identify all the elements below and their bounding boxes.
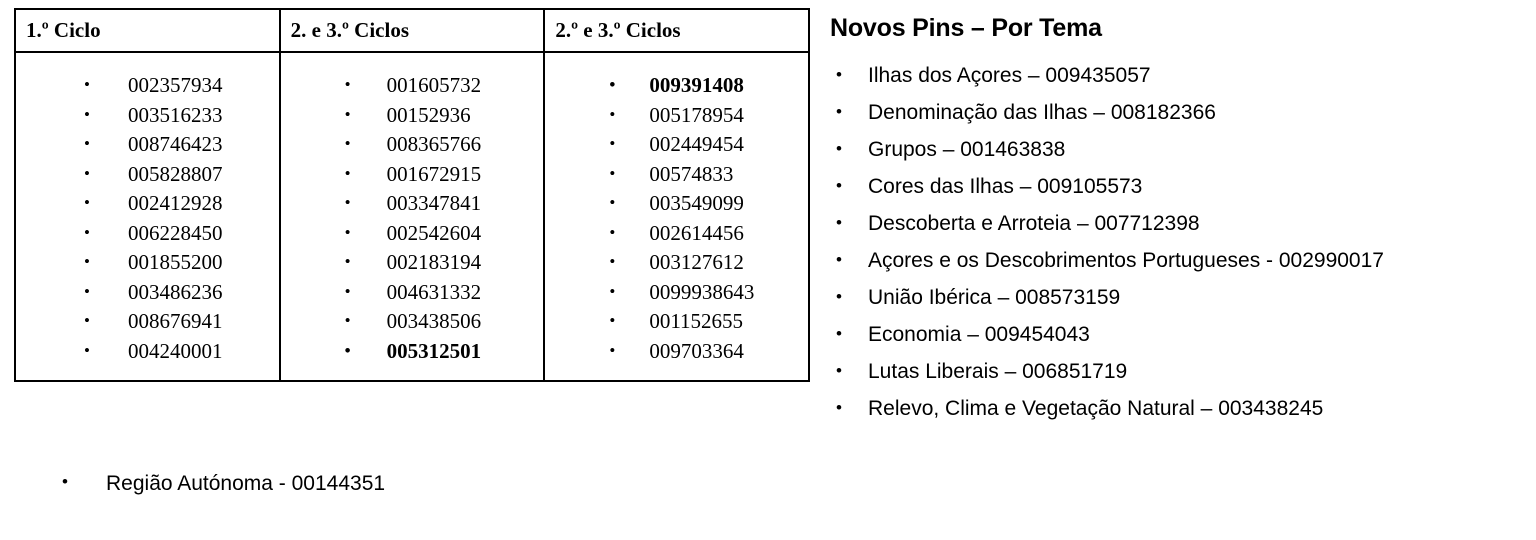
list-item: • Descoberta e Arroteia – 007712398 bbox=[830, 205, 1530, 242]
list-item: • Grupos – 001463838 bbox=[830, 131, 1530, 168]
list-item: • 001605732 bbox=[287, 71, 538, 101]
cycles-table bbox=[14, 8, 810, 382]
themes-list bbox=[830, 57, 1530, 427]
column-header: 2.º e 3.º Ciclos bbox=[545, 10, 808, 53]
list-item: • 004240001 bbox=[22, 337, 273, 367]
list-item: • Açores e os Descobrimentos Portugueses - 002990017 bbox=[830, 242, 1530, 279]
list-item: • 00574833 bbox=[551, 160, 802, 190]
list-item: • 002357934 bbox=[22, 71, 273, 101]
list-item: • 002412928 bbox=[22, 189, 273, 219]
list-item: • 002542604 bbox=[287, 219, 538, 249]
column-header: 2. e 3.º Ciclos bbox=[281, 10, 544, 53]
list-item: • 009391408 bbox=[551, 71, 802, 101]
column-header: 1.º Ciclo bbox=[16, 10, 279, 53]
code-list bbox=[551, 71, 802, 366]
list-item: • 005312501 bbox=[287, 337, 538, 367]
footer-list-item bbox=[62, 472, 385, 496]
list-item: • 005178954 bbox=[551, 101, 802, 131]
footer-list-item-label: Região Autónoma - 00144351 bbox=[106, 472, 386, 495]
list-item: • 003486236 bbox=[22, 278, 273, 308]
list-item: • 003127612 bbox=[551, 248, 802, 278]
list-item: • 002614456 bbox=[551, 219, 802, 249]
list-item: • 001855200 bbox=[22, 248, 273, 278]
code-list bbox=[22, 71, 273, 366]
list-item: • Relevo, Clima e Vegetação Natural – 003438245 bbox=[830, 390, 1530, 427]
list-item: • 003549099 bbox=[551, 189, 802, 219]
list-item: • 001152655 bbox=[551, 307, 802, 337]
list-item: • 003438506 bbox=[287, 307, 538, 337]
list-item: • União Ibérica – 008573159 bbox=[830, 279, 1530, 316]
code-list bbox=[287, 71, 538, 366]
table-column-3 bbox=[544, 9, 809, 381]
list-item: • 00152936 bbox=[287, 101, 538, 131]
themes-panel bbox=[830, 14, 1530, 427]
list-item: • 003347841 bbox=[287, 189, 538, 219]
list-item: • 009703364 bbox=[551, 337, 802, 367]
list-item: • 006228450 bbox=[22, 219, 273, 249]
page-title: Novos Pins – Por Tema bbox=[830, 14, 1102, 42]
list-item: • 002449454 bbox=[551, 130, 802, 160]
list-item: • 008365766 bbox=[287, 130, 538, 160]
list-item: • 008676941 bbox=[22, 307, 273, 337]
list-item: • Economia – 009454043 bbox=[830, 316, 1530, 353]
list-item: • 003516233 bbox=[22, 101, 273, 131]
list-item: • 002183194 bbox=[287, 248, 538, 278]
list-item: • 0099938643 bbox=[551, 278, 802, 308]
list-item: • Cores das Ilhas – 009105573 bbox=[830, 168, 1530, 205]
list-item: • 008746423 bbox=[22, 130, 273, 160]
list-item: • 004631332 bbox=[287, 278, 538, 308]
bullet-icon: • bbox=[62, 472, 68, 491]
list-item: • Lutas Liberais – 006851719 bbox=[830, 353, 1530, 390]
list-item: • Ilhas dos Açores – 009435057 bbox=[830, 57, 1530, 94]
table-column-1 bbox=[15, 9, 280, 381]
list-item: • 005828807 bbox=[22, 160, 273, 190]
list-item: • 001672915 bbox=[287, 160, 538, 190]
list-item: • Denominação das Ilhas – 008182366 bbox=[830, 94, 1530, 131]
table-column-2 bbox=[280, 9, 545, 381]
